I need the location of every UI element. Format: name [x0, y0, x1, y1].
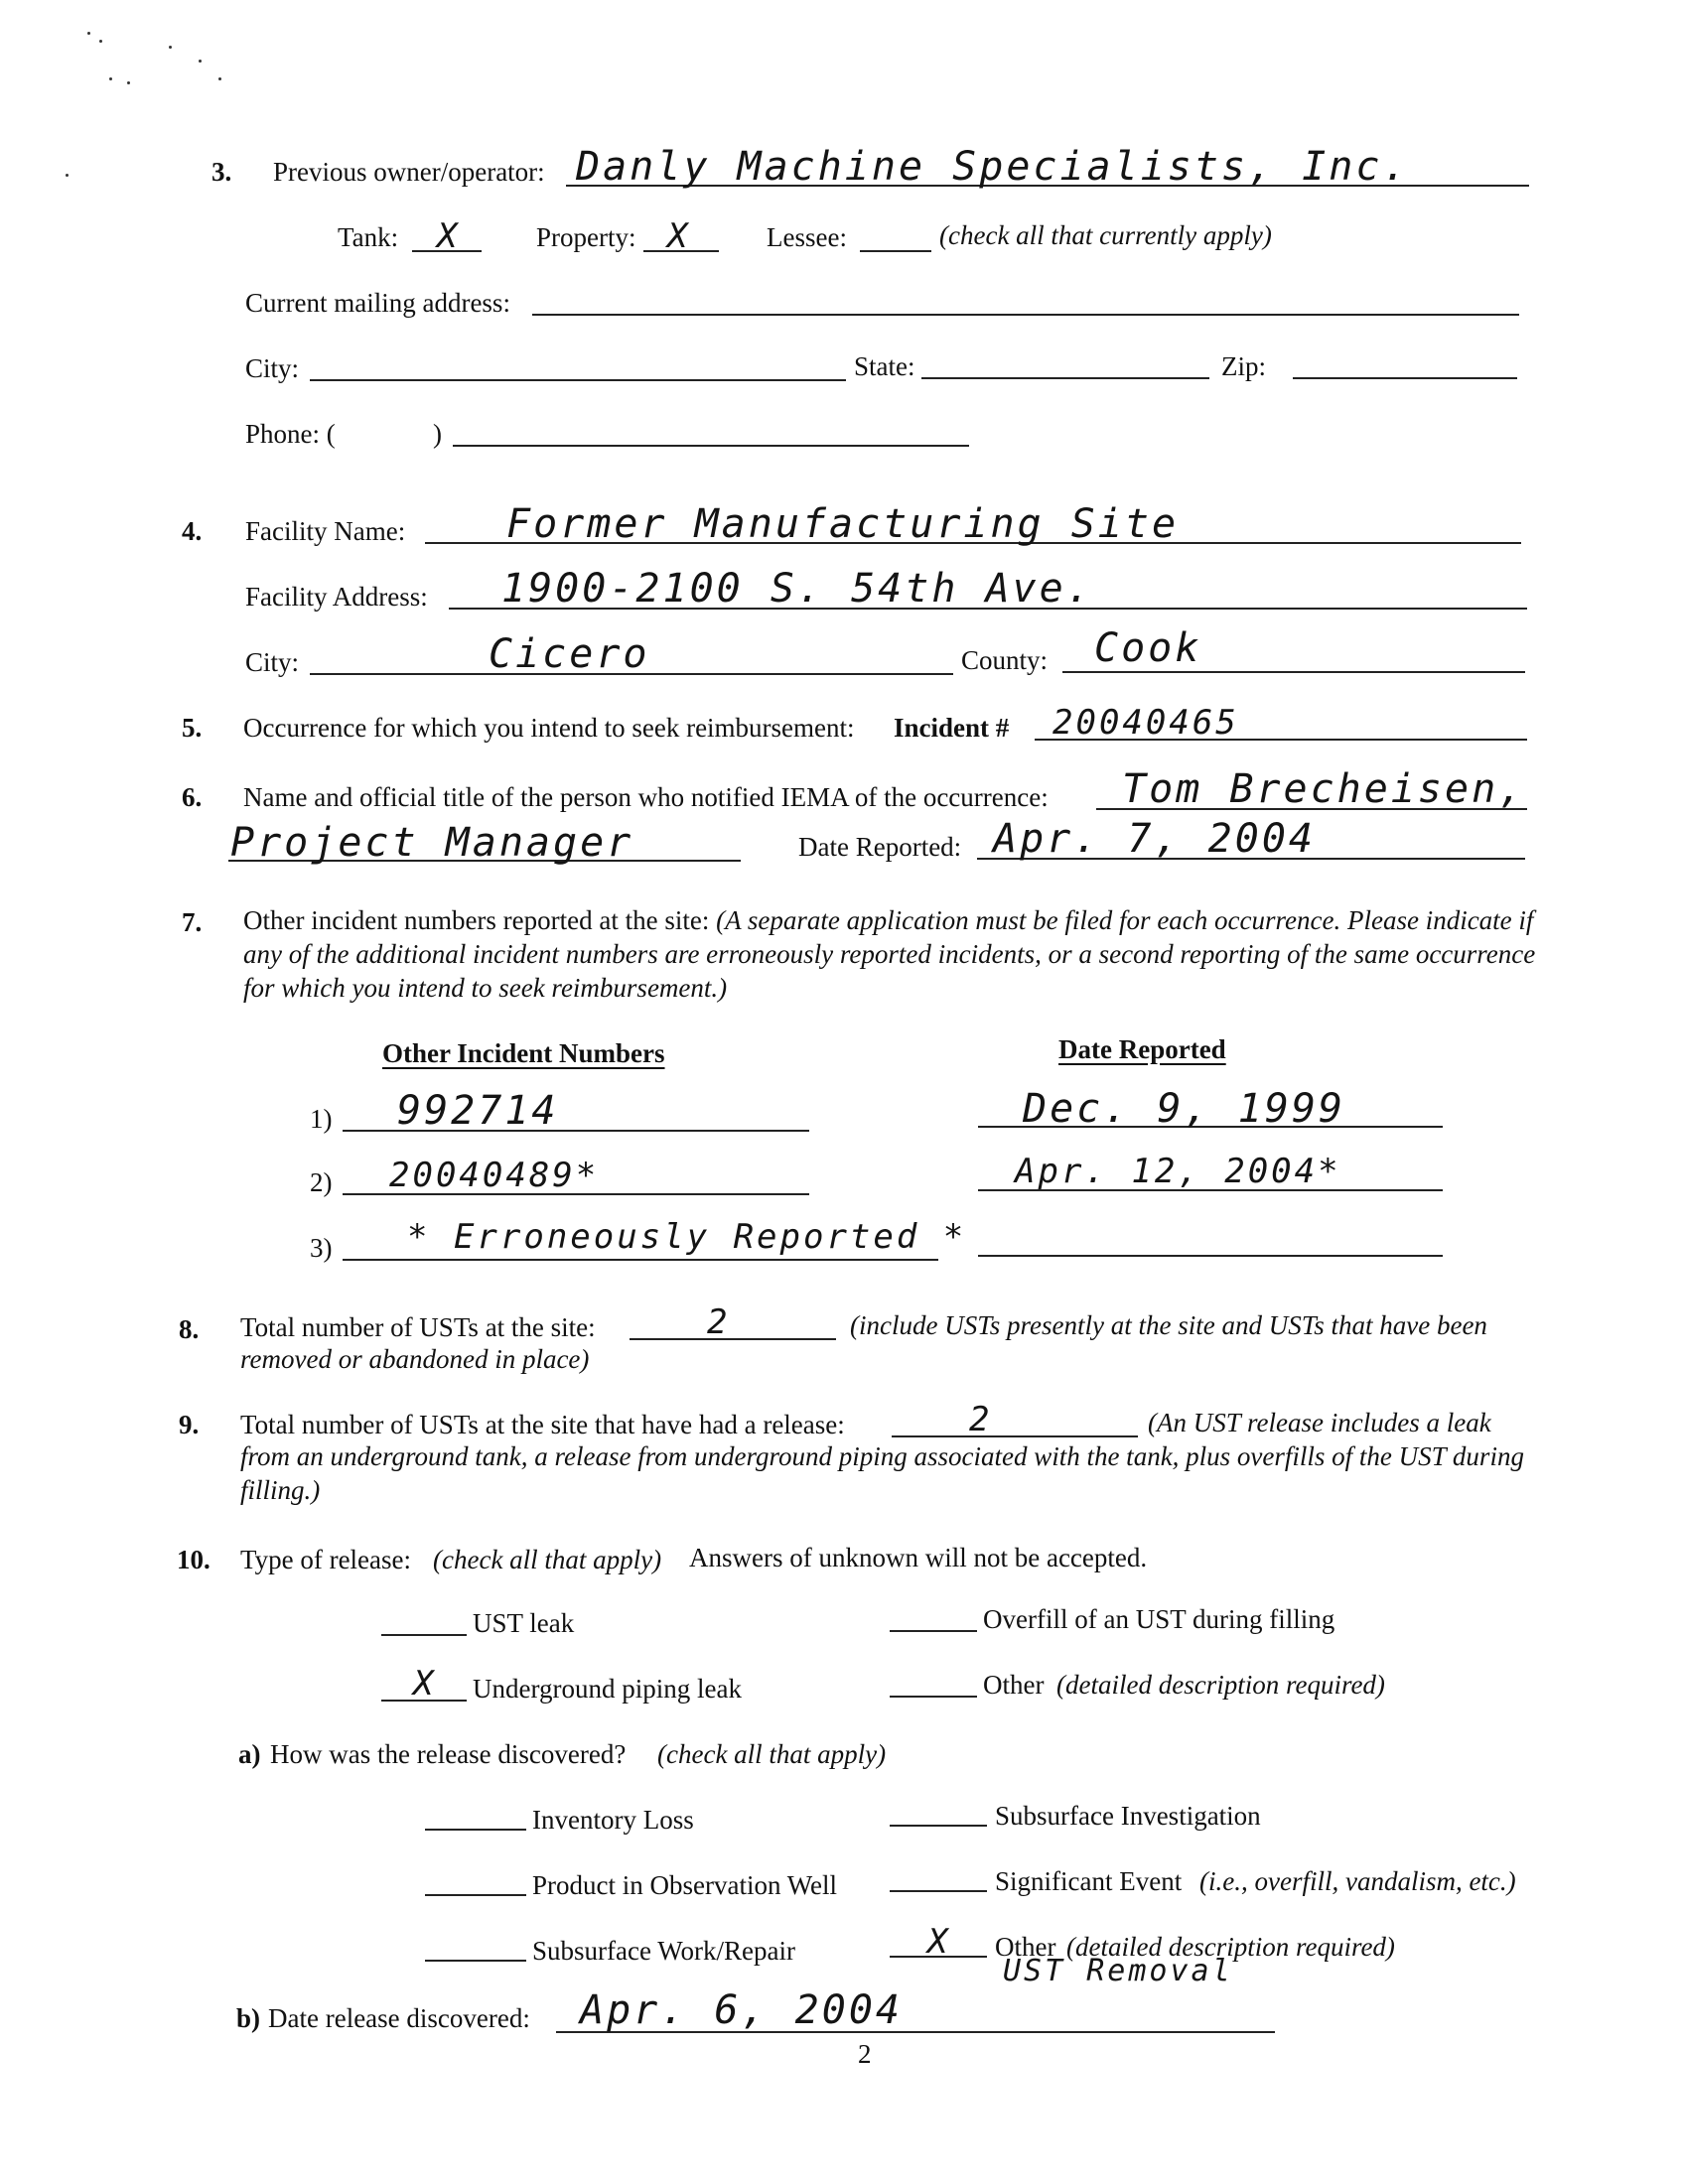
discovery-other: Other	[995, 1932, 1056, 1962]
col-header-date-reported: Date Reported	[1058, 1034, 1226, 1064]
facility-name-label: Facility Name:	[245, 516, 406, 546]
unknown-note: Answers of unknown will not be accepted.	[689, 1543, 1148, 1572]
discovery-subsurface-work: Subsurface Work/Repair	[532, 1936, 796, 1966]
item-number: 8.	[179, 1314, 200, 1344]
date-reported-label: Date Reported:	[798, 832, 962, 862]
facility-city-label: City:	[245, 647, 300, 677]
notifier-name-field[interactable]: Tom Brecheisen,	[1122, 766, 1526, 812]
release-type-label: Type of release:	[240, 1545, 412, 1574]
discovery-observation-well: Product in Observation Well	[532, 1870, 838, 1900]
previous-owner-label: Previous owner/operator:	[273, 157, 545, 187]
incident-field[interactable]: 20040465	[1052, 703, 1239, 743]
col-header-incident-numbers: Other Incident Numbers	[382, 1038, 665, 1068]
incident-row-date[interactable]: Dec. 9, 1999	[1023, 1086, 1345, 1132]
page-number: 2	[858, 2039, 872, 2069]
option-overfill: Overfill of an UST during filling	[983, 1604, 1335, 1634]
county-line	[1062, 671, 1525, 673]
occurrence-label: Occurrence for which you intend to seek reimbursement:	[243, 713, 855, 743]
option-underground-piping-check[interactable]: X	[413, 1664, 437, 1704]
county-field[interactable]: Cook	[1094, 625, 1202, 671]
discovery-blank[interactable]	[890, 1825, 987, 1827]
releases-label: Total number of USTs at the site that have had a release:	[240, 1410, 845, 1439]
item-number: 4.	[182, 516, 203, 546]
tank-check[interactable]: X	[437, 216, 461, 256]
state-field[interactable]	[921, 377, 1209, 379]
sub-a-label: How was the release discovered?	[270, 1739, 627, 1769]
notifier-label: Name and official title of the person who notified IEMA of the occurrence:	[243, 782, 1049, 812]
item-number: 10.	[177, 1545, 210, 1574]
scan-speck	[87, 32, 90, 35]
phone-label: Phone: (	[245, 419, 336, 449]
incident-row-number[interactable]: 992714	[397, 1088, 559, 1134]
discovery-significant-event: Significant Event	[995, 1866, 1183, 1896]
incident-label: Incident #	[894, 713, 1010, 743]
other-incidents-paragraph	[243, 903, 1539, 1005]
notifier-title-field[interactable]: Project Manager	[230, 820, 634, 866]
incident-row-date-line[interactable]	[978, 1255, 1443, 1257]
incident-row-index: 3)	[310, 1233, 333, 1263]
property-check[interactable]: X	[667, 216, 691, 256]
option-underground-piping: Underground piping leak	[473, 1674, 742, 1704]
date-reported-field[interactable]: Apr. 7, 2004	[993, 816, 1316, 862]
scan-speck	[199, 60, 202, 63]
release-type-check-note: (check all that apply)	[433, 1545, 662, 1574]
scan-speck	[99, 40, 102, 43]
item-number: 7.	[182, 907, 203, 937]
scan-speck	[169, 46, 172, 49]
incident-row-date[interactable]: Apr. 12, 2004*	[1015, 1152, 1341, 1191]
city-label: City:	[245, 353, 300, 383]
discovery-other-check[interactable]: X	[927, 1922, 951, 1962]
releases-note: (An UST release includes a leak from an underground tank, a release from underground piping associated with the tank, plus overfills of the UST during filling.)	[240, 1408, 1524, 1505]
scan-speck	[109, 77, 112, 80]
incident-row-index: 2)	[310, 1167, 333, 1197]
other-incidents-note: (A separate application must be filed for each occurrence. Please indicate if any of the additional incident numbers are erroneously reported incidents, or a second reporting of the same occurrence for which you intend to seek reimbursement.)	[243, 905, 1536, 1003]
sub-b-prefix: b)	[236, 2003, 261, 2033]
zip-label: Zip:	[1221, 351, 1266, 381]
tank-label: Tank:	[338, 222, 399, 252]
incident-row-number[interactable]: * Erroneously Reported *	[407, 1217, 967, 1257]
scan-speck	[127, 81, 130, 84]
state-label: State:	[854, 351, 915, 381]
facility-address-field[interactable]: 1900-2100 S. 54th Ave.	[501, 566, 1093, 612]
mailing-address-label: Current mailing address:	[245, 288, 510, 318]
discovery-other-note: (detailed description required)	[1066, 1932, 1395, 1962]
incident-row-index: 1)	[310, 1104, 333, 1134]
county-label: County:	[961, 645, 1049, 675]
scan-speck	[218, 77, 221, 80]
item-number: 5.	[182, 713, 203, 743]
scan-speck	[66, 174, 69, 177]
option-blank[interactable]	[890, 1630, 977, 1632]
phone-close: )	[433, 419, 442, 449]
city-field[interactable]	[310, 379, 846, 381]
option-ust-leak: UST leak	[473, 1608, 575, 1638]
item-number: 3.	[211, 157, 232, 187]
discovery-subsurface-investigation: Subsurface Investigation	[995, 1801, 1261, 1831]
phone-field[interactable]	[453, 445, 969, 447]
facility-address-label: Facility Address:	[245, 582, 428, 612]
discovery-inventory-loss: Inventory Loss	[532, 1805, 694, 1835]
option-blank[interactable]	[381, 1634, 467, 1636]
item-number: 9.	[179, 1410, 200, 1439]
discovery-other-detail[interactable]: UST Removal	[1003, 1954, 1233, 1988]
mailing-address-field[interactable]	[532, 314, 1519, 316]
sub-a-note: (check all that apply)	[657, 1739, 887, 1769]
previous-owner-field[interactable]: Danly Machine Specialists, Inc.	[576, 144, 1410, 190]
item-number: 6.	[182, 782, 203, 812]
facility-name-field[interactable]: Former Manufacturing Site	[506, 501, 1180, 547]
releases-field[interactable]: 2	[969, 1400, 993, 1439]
total-usts-label: Total number of USTs at the site:	[240, 1312, 596, 1342]
lessee-label: Lessee:	[767, 222, 847, 252]
option-blank[interactable]	[890, 1696, 977, 1698]
discovery-significant-event-note: (i.e., overfill, vandalism, etc.)	[1199, 1866, 1516, 1896]
discovery-blank[interactable]	[890, 1890, 987, 1892]
incident-row-line	[343, 1259, 938, 1261]
date-discovered-field[interactable]: Apr. 6, 2004	[580, 1987, 903, 2033]
lessee-line[interactable]	[860, 250, 931, 252]
sub-b-label: Date release discovered:	[268, 2003, 530, 2033]
sub-a-prefix: a)	[238, 1739, 261, 1769]
property-label: Property:	[536, 222, 636, 252]
total-usts-field[interactable]: 2	[707, 1302, 731, 1342]
zip-field[interactable]	[1293, 377, 1517, 379]
check-all-note: (check all that currently apply)	[939, 220, 1272, 250]
facility-city-field[interactable]: Cicero	[489, 631, 650, 677]
option-other-note: (detailed description required)	[1056, 1670, 1385, 1700]
total-usts-note: (include USTs presently at the site and USTs that have been removed or abandoned in place)	[240, 1310, 1487, 1374]
discovery-blank[interactable]	[425, 1894, 526, 1896]
option-other: Other	[983, 1670, 1045, 1700]
discovery-blank[interactable]	[425, 1829, 526, 1831]
discovery-blank[interactable]	[425, 1960, 526, 1962]
other-incidents-label: Other incident numbers reported at the site:	[243, 905, 710, 935]
incident-row-number[interactable]: 20040489*	[389, 1156, 600, 1195]
